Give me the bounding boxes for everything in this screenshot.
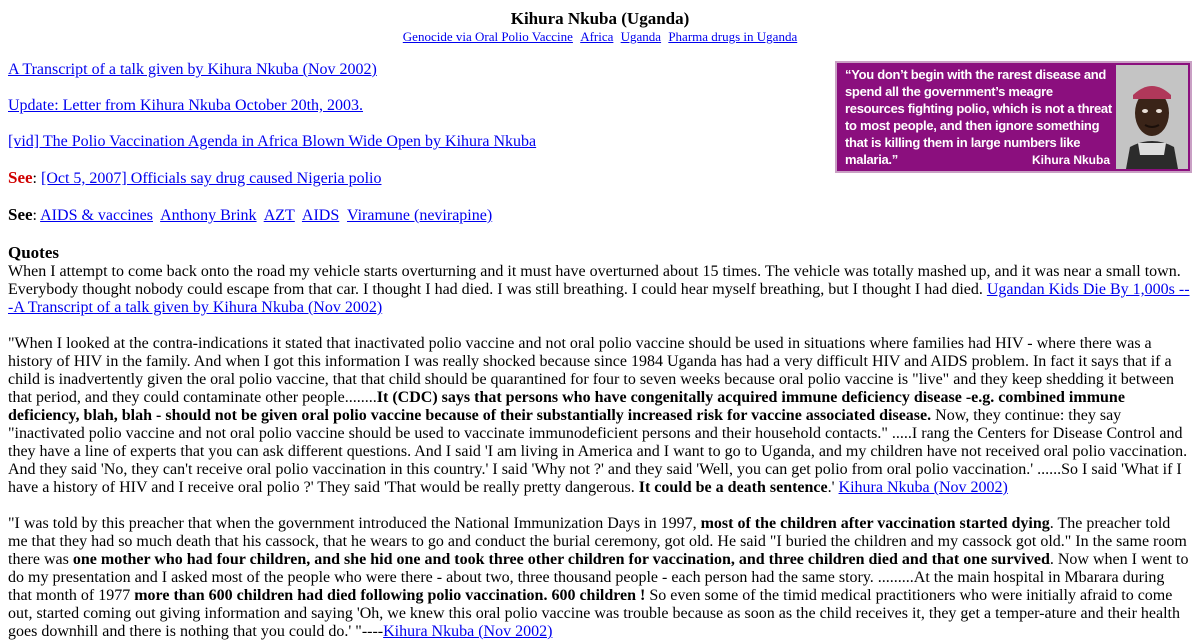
banner-author: Kihura Nkuba (1031, 153, 1110, 167)
crumb-uganda-link[interactable]: Uganda (620, 29, 662, 44)
crumb-pharma-link[interactable]: Pharma drugs in Uganda (668, 29, 798, 44)
quote-2-text-c: .' (827, 479, 839, 496)
quote-2-bold: It (CDC) says that persons who have congenitally acquired immune deficiency disease -e.g. combined immune deficiency, blah, blah - should not be given oral polio vaccine because of their substantially increased risk for vaccine associated disease. (8, 389, 1125, 424)
see-label: See (8, 168, 33, 187)
quote-2-text: "When I looked at the contra-indications it stated that inactivated polio vaccine and not oral polio vaccine should be used in situations where families had HIV - where there was a history of HIV in the family. And when I got this information I was really shocked because since 1984 Uganda has had a very difficult HIV and AIDS problem. In fact it says that if a child is inadvertently given the oral polio vaccine, that that child should be quarantined for four to seven weeks because oral polio vaccine is "live" and they keep shedding it between that period, and they could contaminate other people........ (8, 335, 1175, 406)
anthony-brink-link[interactable]: Anthony Brink (160, 207, 257, 224)
kihura-nkuba-link-1[interactable]: Kihura Nkuba (Nov 2002) (838, 479, 1008, 496)
crumb-genocide-link[interactable]: Genocide via Oral Polio Vaccine (402, 29, 573, 44)
quotes-heading: Quotes (8, 243, 59, 262)
ugandan-kids-link[interactable]: Ugandan Kids Die By 1,000s ---A Transcript of a talk given by Kihura Nkuba (Nov 2002) (8, 281, 1190, 316)
page-title: Kihura Nkuba (Uganda) (510, 9, 690, 28)
quote-3-text-c: . Now when I went to do my presentation and I asked most of the people who were there - about two, three thousand people - each person had the same story. .........At the main hospital in Mbarara during that month of 1977 (8, 551, 1189, 604)
quote-1-text: When I attempt to come back onto the road my vehicle starts overturning and it must have overturned about 15 times. The vehicle was totally mashed up, and it was near a small town. Everybody thought nobody could escape from that car. I thought I had died. I was still breathing. I could hear myself breathing, but I thought I had died. (8, 263, 1181, 298)
aids-link[interactable]: AIDS (301, 207, 340, 224)
breadcrumb (0, 29, 1200, 45)
quotes-section (8, 243, 1192, 641)
transcript-link[interactable]: A Transcript of a talk given by Kihura Nkuba (Nov 2002) (8, 61, 377, 78)
quote-paragraph-1 (8, 263, 1192, 317)
update-letter-link[interactable]: Update: Letter from Kihura Nkuba October 20th, 2003. (8, 97, 364, 114)
nigeria-polio-link[interactable]: [Oct 5, 2007] Officials say drug caused Nigeria polio (41, 170, 382, 187)
viramune-link[interactable]: Viramune (nevirapine) (346, 207, 493, 224)
aids-vaccines-link[interactable]: AIDS & vaccines (40, 207, 153, 224)
quote-3-bold-c: more than 600 children had died following polio vaccination. 600 children ! (134, 587, 646, 604)
quote-paragraph-3 (8, 515, 1192, 641)
quote-paragraph-2 (8, 335, 1192, 497)
portrait-icon (1116, 65, 1188, 169)
see-colon: : (32, 170, 37, 187)
quote-2-bold-b: It could be a death sentence (638, 479, 828, 496)
quote-3-text-d: So even some of the timid medical practitioners who were initially afraid to come out, started coming out giving information and saying 'Oh, we knew this oral polio vaccine was trouble because as soon as the child receives it, they get a temper-ature and their health goes downhill and there is nothing that you could do.' "---- (8, 587, 1180, 640)
azt-link[interactable]: AZT (263, 207, 295, 224)
quote-3-bold: most of the children after vaccination started dying (700, 515, 1050, 532)
see-label-2: See (8, 205, 33, 224)
video-link[interactable]: [vid] The Polio Vaccination Agenda in Africa Blown Wide Open by Kihura Nkuba (8, 133, 537, 150)
page-header (0, 0, 1200, 45)
quote-3-text: "I was told by this preacher that when the government introduced the National Immunization Days in 1997, (8, 515, 701, 532)
quote-banner (835, 61, 1192, 173)
crumb-africa-link[interactable]: Africa (580, 29, 614, 44)
quote-3-bold-b: one mother who had four children, and she hid one and took three other children for vaccination, and three children died and that one survived (72, 551, 1050, 568)
quote-2-text-b: Now, they continue: they say "inactivated polio vaccine and not oral polio vaccine should be used to vaccinate immunodeficient persons and their household contacts." .....I rang the Centers for Disease Control and they have a line of experts that you can ask different questions. And I said 'I am living in America and I want to go to Uganda, and my children have not received oral polio vaccination. And they said 'No, they can't receive oral polio vaccination in this country.' I said 'Why not ?' and they said 'Well, you can get polio from oral polio vaccination.' ......So I said 'What if I have a history of HIV and I receive oral polio ?' They said 'That would be really pretty dangerous. (8, 407, 1188, 496)
banner-quote-text: “You don’t begin with the rarest disease and spend all the government’s meagre resources fighting polio, which is not a threat to most people, and then ignore something that is killing them in large numbers like malaria.” (845, 67, 1112, 167)
main-content (8, 61, 1192, 641)
kihura-nkuba-link-2[interactable]: Kihura Nkuba (Nov 2002) (383, 623, 553, 640)
see-colon-2: : (32, 207, 37, 224)
quote-3-text-b: . The preacher told me that they had so much death that his cassock, that he wears to go and conduct the burial ceremony, got old. He said "I buried the children and my cassock got old." In the same room there was (8, 515, 1187, 568)
portrait-image (1116, 65, 1188, 169)
